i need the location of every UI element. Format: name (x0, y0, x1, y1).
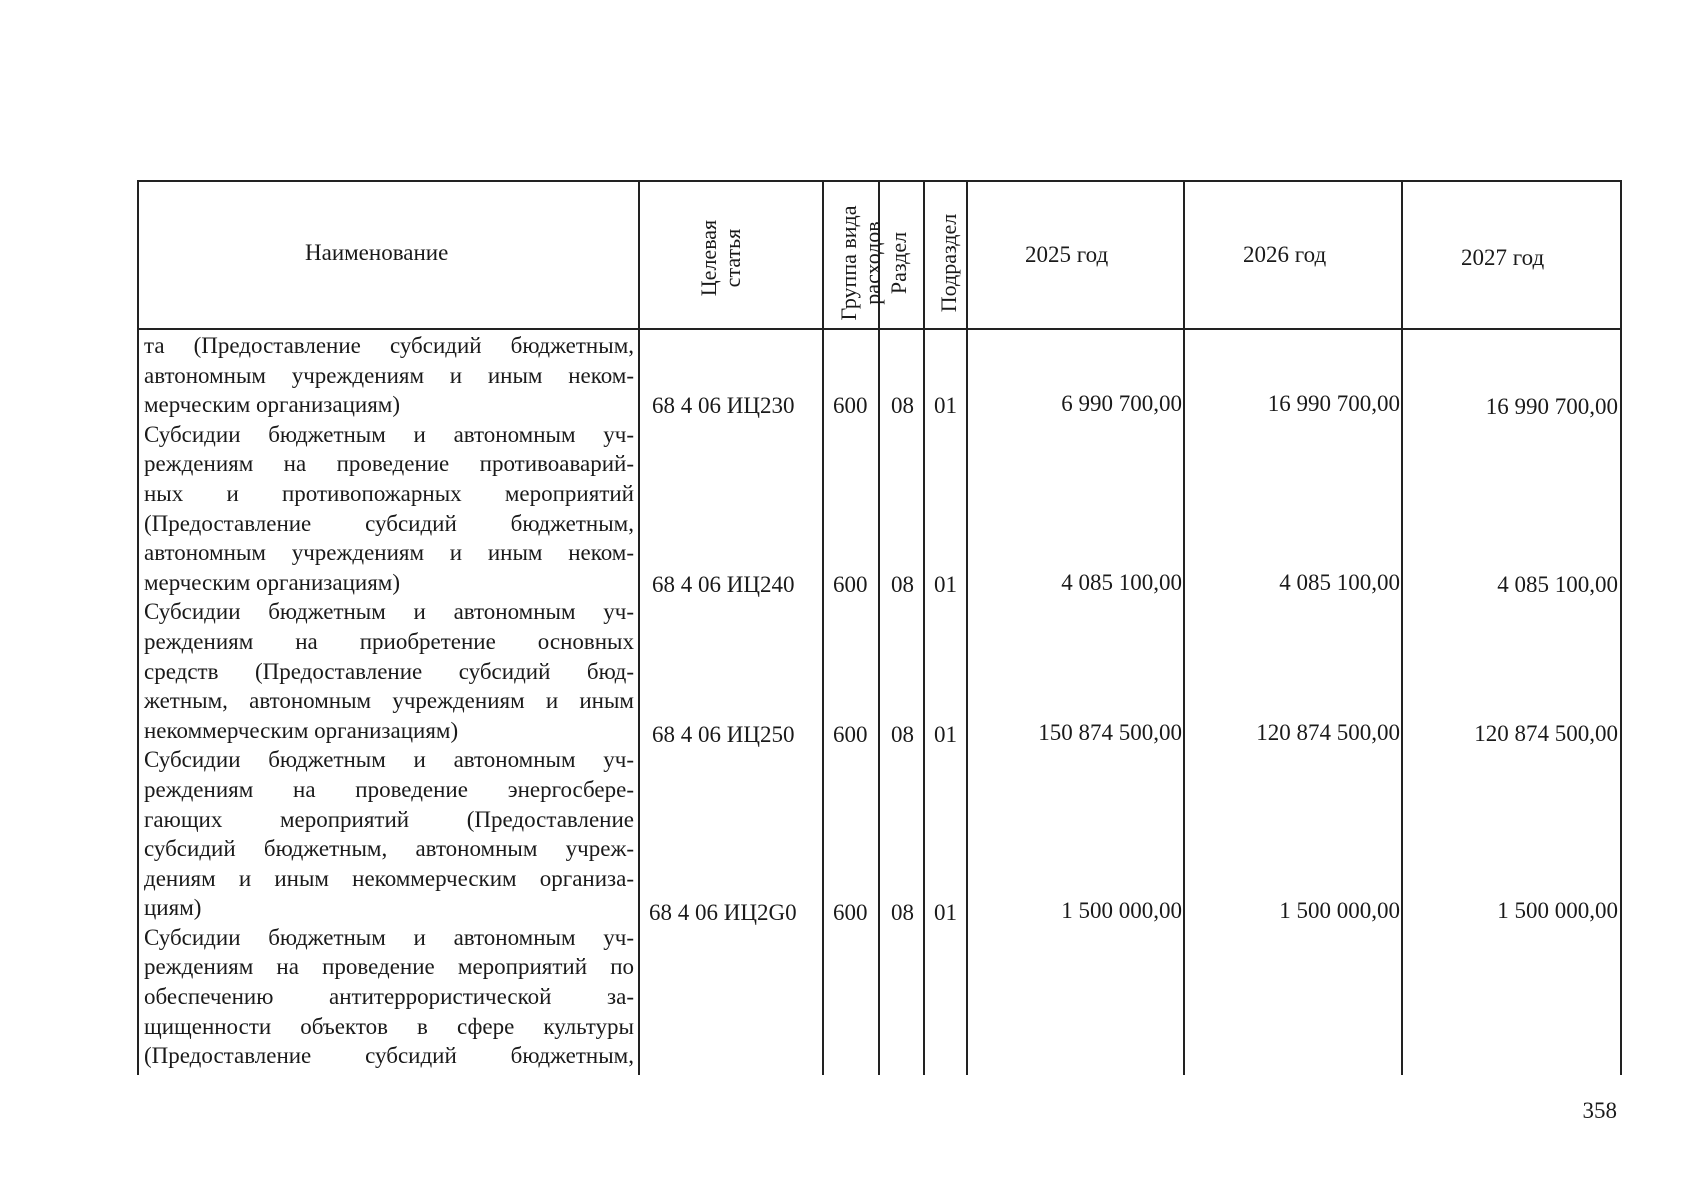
col-divider-subsection (923, 180, 925, 1075)
row-0-code: 68 4 06 ИЦ230 (652, 393, 795, 418)
row-2-2026: 120 874 500,00 (1256, 720, 1400, 745)
name-line: та (Предоставление субсидий бюджетным, (144, 333, 634, 358)
row-1-2027: 4 085 100,00 (1497, 572, 1618, 597)
name-line: жетным, автономным учреждениям и иным (144, 688, 634, 714)
name-line: автономным учреждениям и иным неком- (144, 362, 634, 388)
row-1-subsection: 01 (934, 572, 957, 597)
name-line: Субсидии бюджетным и автономным уч- (144, 421, 634, 447)
name-line: некоммерческим организациям) (144, 717, 459, 743)
row-1-code: 68 4 06 ИЦ240 (652, 572, 795, 597)
row-0-2026: 16 990 700,00 (1267, 391, 1400, 416)
row-2-section: 08 (891, 722, 914, 747)
row-0-2027: 16 990 700,00 (1485, 394, 1618, 419)
name-line: (Предоставление субсидий бюджетным, (144, 510, 634, 536)
header-section (887, 213, 913, 313)
row-3-group: 600 (833, 900, 868, 925)
row-0-subsection: 01 (934, 393, 957, 418)
header-target-article-text: Целевая статья (696, 219, 745, 297)
row-3-code: 68 4 06 ИЦ2G0 (649, 900, 797, 925)
name-line: реждениям на приобретение основных (144, 628, 634, 654)
header-subsection (937, 198, 963, 328)
name-line: автономным учреждениям и иным неком- (144, 540, 634, 566)
row-2-code: 68 4 06 ИЦ250 (652, 722, 795, 747)
name-line: реждениям на проведение противоаварий- (144, 451, 634, 477)
row-1-section: 08 (891, 572, 914, 597)
name-line: ных и противопожарных мероприятий (144, 480, 634, 506)
row-1-2026: 4 085 100,00 (1279, 570, 1400, 595)
name-line: обеспечению антитеррористической за- (144, 984, 634, 1010)
name-line: мерческим организациям) (144, 569, 400, 595)
name-line: циям) (144, 895, 202, 921)
col-divider-code (638, 180, 640, 1075)
page-number: 358 (1582, 1098, 1617, 1123)
header-year-2027: 2027 год (1461, 245, 1545, 270)
name-line: Субсидии бюджетным и автономным уч- (144, 599, 634, 625)
col-divider-2025 (966, 180, 968, 1075)
row-0-2025: 6 990 700,00 (1061, 391, 1182, 416)
name-line: Субсидии бюджетным и автономным уч- (144, 747, 634, 773)
name-line: реждениям на проведение мероприятий по (144, 954, 634, 980)
name-line: реждениям на проведение энергосбере- (144, 776, 634, 802)
name-line: Субсидии бюджетным и автономным уч- (144, 924, 634, 950)
row-3-section: 08 (891, 900, 914, 925)
row-3-2026: 1 500 000,00 (1279, 898, 1400, 923)
name-line: мерческим организациям) (144, 392, 400, 418)
col-divider-2026 (1183, 180, 1185, 1075)
table-right-border (1620, 180, 1622, 1075)
row-3-subsection: 01 (934, 900, 957, 925)
name-line: щищенности объектов в сфере культуры (144, 1013, 634, 1039)
header-section-text: Раздел (886, 231, 911, 295)
name-line: дениям и иным некоммерческим организа- (144, 865, 634, 891)
name-line: (Предоставление субсидий бюджетным, (144, 1043, 634, 1069)
header-expense-group-text: Группа вида расходов (836, 205, 885, 321)
name-line: гающих мероприятий (Предоставление (144, 806, 634, 832)
header-year-2025: 2025 год (1025, 242, 1109, 267)
row-1-2025: 4 085 100,00 (1061, 570, 1182, 595)
row-3-2025: 1 500 000,00 (1061, 898, 1182, 923)
row-0-section: 08 (891, 393, 914, 418)
header-year-2026: 2026 год (1243, 242, 1327, 267)
header-subsection-text: Подраздел (936, 213, 961, 313)
header-name: Наименование (305, 240, 449, 265)
name-line: субсидий бюджетным, автономным учреж- (144, 836, 634, 862)
row-2-2027: 120 874 500,00 (1474, 721, 1618, 746)
header-target-article (697, 193, 749, 323)
col-divider-2027 (1401, 180, 1403, 1075)
row-2-2025: 150 874 500,00 (1038, 720, 1182, 745)
header-expense-group (837, 193, 887, 333)
table-top-border (137, 180, 1622, 182)
row-2-subsection: 01 (934, 722, 957, 747)
col-divider-group (822, 180, 824, 1075)
name-column (144, 331, 634, 1071)
row-2-group: 600 (833, 722, 868, 747)
row-1-group: 600 (833, 572, 868, 597)
name-line: средств (Предоставление субсидий бюд- (144, 658, 634, 684)
table-left-border (137, 180, 139, 1075)
row-0-group: 600 (833, 393, 868, 418)
row-3-2027: 1 500 000,00 (1497, 898, 1618, 923)
